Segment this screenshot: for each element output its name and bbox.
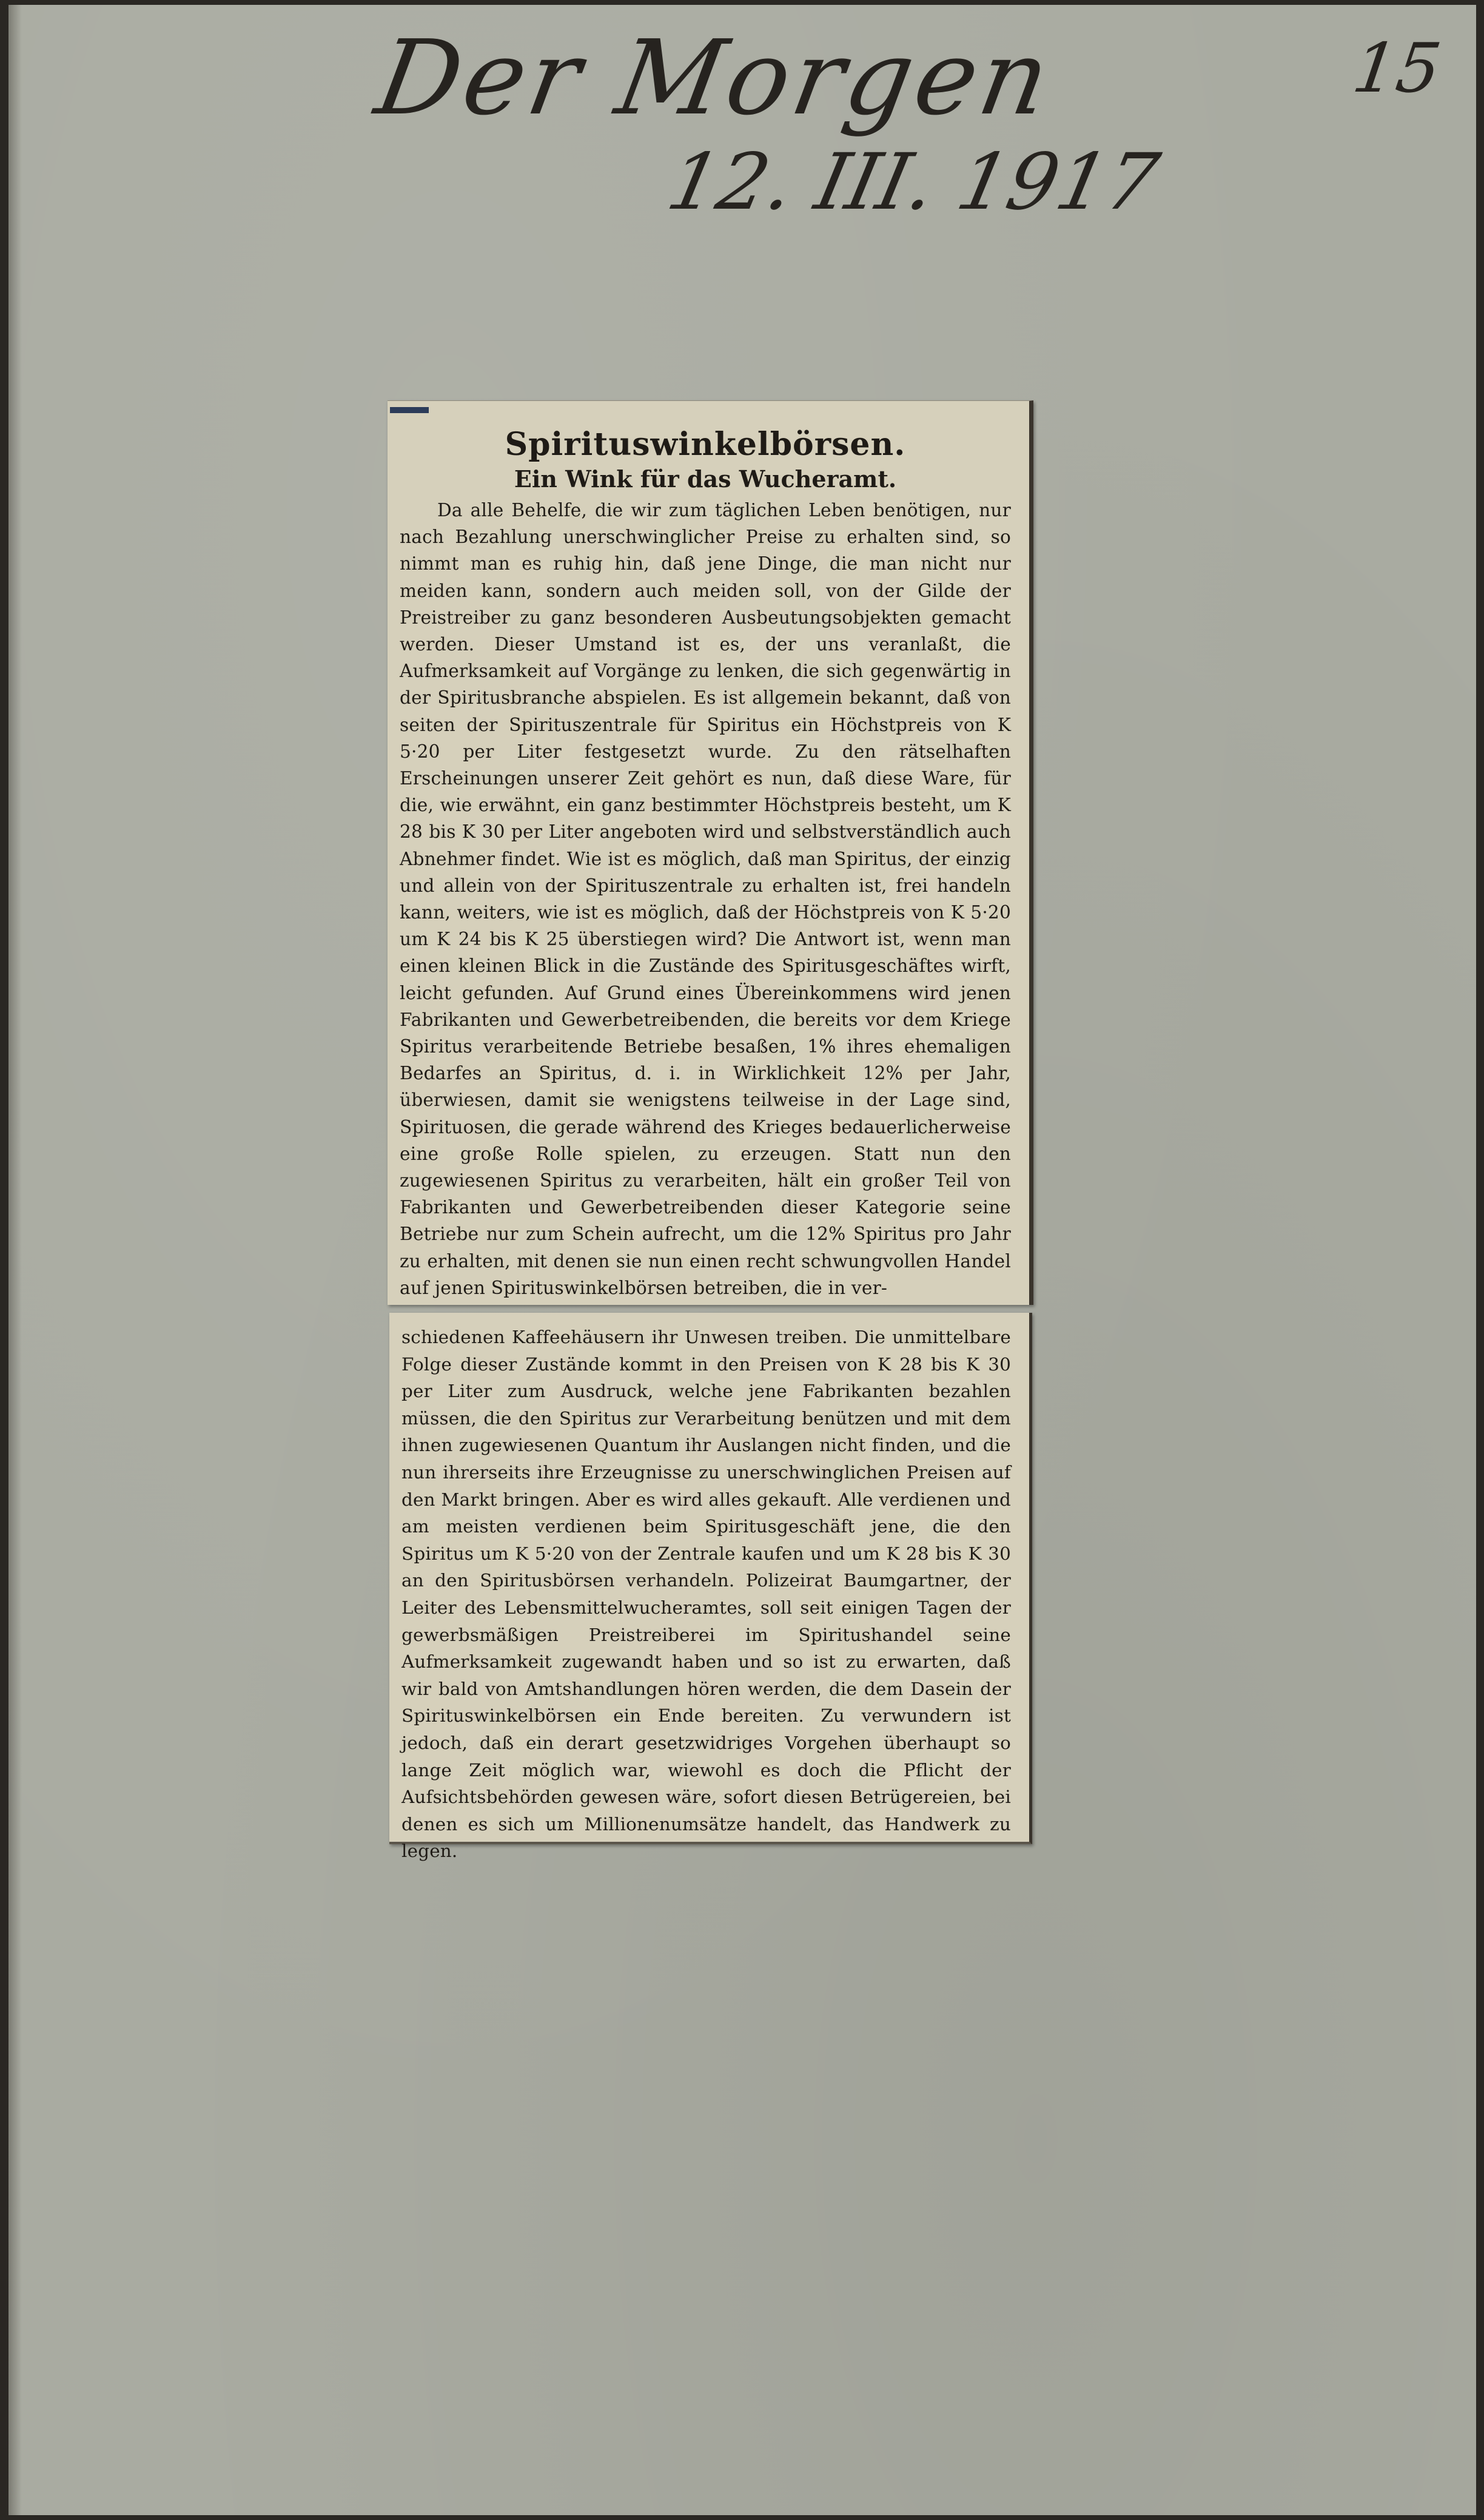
handwritten-date: 12. III. 1917: [660, 137, 1166, 227]
newspaper-clipping-part-1: [388, 400, 1033, 1305]
handwritten-newspaper-name: Der Morgen: [368, 18, 1062, 138]
newspaper-clipping-part-2: [389, 1313, 1032, 1862]
sheet-edge-shadow: [8, 5, 22, 2515]
article-subheadline: Ein Wink für das Wucheramt.: [514, 465, 897, 493]
ink-mark: [390, 407, 429, 413]
handwritten-page-number: 15: [1348, 29, 1446, 108]
article-body-part-1: Da alle Behelfe, die wir zum täglichen Leben benötigen, nur nach Bezahlung unerschwinglicher Preise zu erhalten sind, so nimmt man es ruhig hin, daß jene Dinge, die man nicht nur meiden kann, sondern auch meiden soll, von der Gilde der Preistreiber zu ganz besonderen Ausbeutungsobjekten gemacht werden. Dieser Umstand ist es, der uns veranlaßt, die Aufmerksamkeit auf Vorgänge zu lenken, die sich gegenwärtig in der Spiritusbranche abspielen. Es ist allgemein bekannt, daß von seiten der Spirituszentrale für Spiritus ein Höchstpreis von K 5·20 per Liter festgesetzt wurde. Zu den rätselhaften Erscheinungen unserer Zeit gehört es nun, daß diese Ware, für die, wie erwähnt, ein ganz bestimmter Höchstpreis besteht, um K 28 bis K 30 per Liter angeboten wird und selbstverständlich auch Abnehmer findet. Wie ist es möglich, daß man Spiritus, der einzig und allein von der Spirituszentrale zu erhalten ist, frei handeln kann, weiters, wie ist es möglich, daß der Höchstpreis von K 5·20 um K 24 bis K 25 überstiegen wird? Die Antwort ist, wenn man einen kleinen Blick in die Zustände des Spiritusgeschäftes wirft, leicht gefunden. Auf Grund eines Übereinkommens wird jenen Fabrikanten und Gewerbetreibenden, die bereits vor dem Kriege Spiritus verarbeitende Betriebe besaßen, 1% ihres ehemaligen Bedarfes an Spiritus, d. i. in Wirklichkeit 12% per Jahr, überwiesen, damit sie wenigstens teilweise in der Lage sind, Spirituosen, die gerade während des Krieges bedauerlicherweise eine große Rolle spielen, zu erzeugen. Statt nun den zugewiesenen Spiritus zu verarbeiten, hält ein großer Teil von Fabrikanten und Gewerbetreibenden dieser Kategorie seine Betriebe nur zum Schein aufrecht, um die 12% Spiritus pro Jahr zu erhalten, mit denen sie nun einen recht schwungvollen Handel auf jenen Spirituswinkelbörsen betreiben, die in ver-: [400, 500, 1011, 1298]
article-body-part-2: schiedenen Kaffeehäusern ihr Unwesen treiben. Die unmittelbare Folge dieser Zustände kommt in den Preisen von K 28 bis K 30 per Liter zum Ausdruck, welche jene Fabrikanten bezahlen müssen, die den Spiritus zur Verarbeitung benützen und mit dem ihnen zugewiesenen Quantum ihr Auslangen nicht finden, und die nun ihrerseits ihre Erzeugnisse zu unerschwinglichen Preisen auf den Markt bringen. Aber es wird alles gekauft. Alle verdienen und am meisten verdienen beim Spiritusgeschäft jene, die den Spiritus um K 5·20 von der Zentrale kaufen und um K 28 bis K 30 an den Spiritusbörsen verhandeln. Polizeirat Baumgartner, der Leiter des Lebensmittelwucheramtes, soll seit einigen Tagen der gewerbsmäßigen Preistreiberei im Spiritushandel seine Aufmerksamkeit zugewandt haben und so ist zu erwarten, daß wir bald von Amtshandlungen hören werden, die dem Dasein der Spirituswinkelbörsen ein Ende bereiten. Zu verwundern ist jedoch, daß ein derart gesetzwidriges Vorgehen überhaupt so lange Zeit möglich war, wiewohl es doch die Pflicht der Aufsichtsbehörden gewesen wäre, sofort diesen Betrügereien, bei denen es sich um Millionenumsätze handelt, das Handwerk zu legen.: [401, 1327, 1011, 1862]
article-headline: Spirituswinkelbörsen.: [505, 426, 906, 463]
archive-sheet: [8, 5, 1476, 2515]
